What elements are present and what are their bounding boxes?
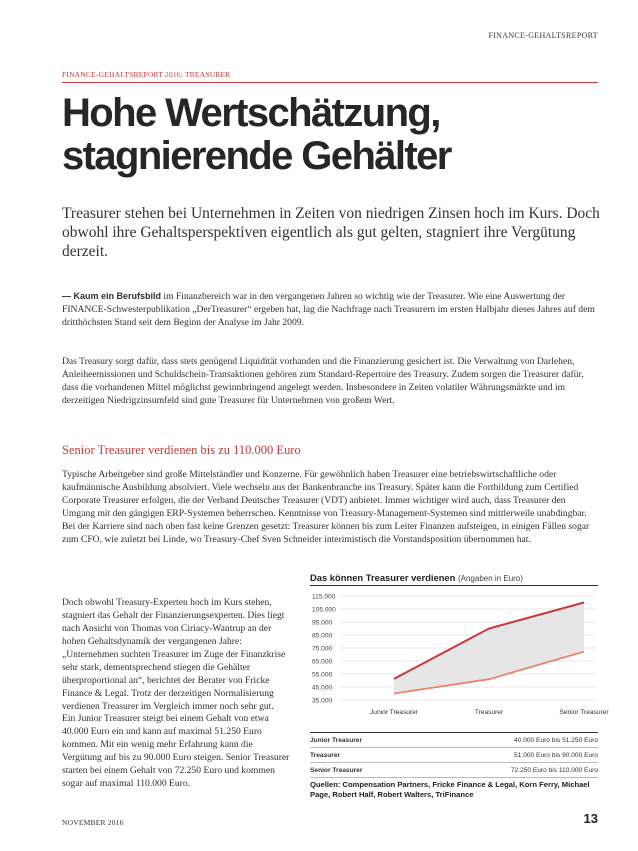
y-tick-label: 45.000	[312, 684, 333, 692]
table-cell-label: Senior Treasurer	[310, 763, 440, 778]
paragraph-3: Typische Arbeitgeber sind große Mittelständler und Konzerne. Für gewöhnlich haben Treasurer eine betriebswirtschaftliche oder kaufmännische Ausbildung absolviert. Viele wechseln aus der Bankenbranche ins Treasury. Später kann die Fortbildung zum Certified Corporate Treasurer erfolgen, die der Verband Deutscher Treasurer (VDT) anbietet. Immer wichtiger wird auch, dass Treasurer den Umgang mit den gängigen ERP-Systemen beherrschen. Kenntnisse von Treasury-Management-Systemen sind mittlerweile unabdingbar. Bei der Karriere sind nach oben fast keine Grenzen gesetzt: Treasurer können bis zum Leiter Finanzen aufsteigen, in einigen Fällen sogar zum CFO, wie zuletzt bei Linde, wo Treasury-Chef Sven Schneider interimistisch die Vorstandsposition übernommen hat.	[62, 469, 590, 545]
table-row	[310, 748, 598, 763]
paragraph-1-lead-in: — Kaum ein Berufsbild	[62, 291, 162, 301]
table-row	[310, 763, 598, 778]
paragraph-2: Das Treasury sorgt dafür, dass stets genügend Liquidität vorhanden und die Finanzierung gesichert ist. Die Verwaltung von Darlehen, Anleiheemissionen und Schuldschein-Transaktionen gehören zum Standard-Repertoire des Treasury. Zudem sorgen die Treasurer dafür, dass die vorhandenen Mittel möglichst gewinnbringend angelegt werden. Insbesondere in Zeiten volatiler Währungsmärkte und im derzeitigen Niedrigzinsumfeld sind gute Treasurer für Unternehmen von großem Wert.	[62, 356, 584, 406]
table-row	[310, 733, 598, 748]
y-tick-label: 35.000	[312, 697, 333, 705]
paragraph-4: Doch obwohl Treasury-Experten hoch im Kurs stehen, stagniert das Gehalt der Finanzierungsexperten. Dies liegt nach Ansicht von Thomas von Ciriacy-Wantrup an der hohen Gehaltsdynamik der vergangenen Jahre: „Unternehmen suchten Treasurer im Zuge der Finanzkrise sehr stark, dementsprechend stiegen die Gehälter überproportional an“, berichtet der Berater von Fricke Finance & Legal. Trotz der derzeitigen Normalisierung verdienen Treasurer im Vergleich immer noch sehr gut.	[62, 597, 286, 712]
headline-line-1: Hohe Wertschätzung,	[62, 91, 440, 135]
headline-line-2: stagnierende Gehälter	[62, 134, 451, 178]
chart-title-note: (Angaben in Euro)	[457, 574, 523, 583]
x-tick-label: Junior Treasurer	[369, 709, 419, 716]
y-tick-label: 55.000	[312, 671, 333, 679]
page-number: 13	[583, 811, 598, 826]
x-tick-label: Treasurer	[474, 709, 504, 716]
y-tick-label: 115.000	[312, 593, 336, 601]
y-tick-label: 105.000	[312, 606, 336, 614]
kicker-rule	[62, 82, 598, 83]
paragraph-5: Ein Junior Treasurer steigt bei einem Gehalt von etwa 40.000 Euro ein und kann auf maximal 51.250 Euro kommen. Mit ein wenig mehr Erfahrung kann die Vergütung auf bis zu 90.000 Euro steigen. Senior Treasurer starten bei einem Gehalt von 72.250 Euro und kommen sogar auf maximal 110.000 Euro.	[62, 713, 290, 789]
header-label: FINANCE-GEHALTSREPORT	[488, 31, 598, 40]
chart-x-ticks	[370, 709, 609, 716]
paragraph-1-text: im Finanzbereich war in den vergangenen Jahren so wichtig wie der Treasurer. Wie eine Auswertung der FINANCE-Schwesterpublikation „DerTreasurer“ ergeben hat, lag die Nachfrage nach Treasurern im ersten Halbjahr dieses Jahres auf dem dritthöchsten Stand seit dem Beginn der Analyse im Jahr 2009.	[62, 291, 595, 328]
table-cell-value: 51.000 Euro bis 90.000 Euro	[440, 748, 598, 763]
headline	[62, 92, 582, 178]
y-tick-label: 65.000	[312, 658, 333, 666]
paragraph-1	[62, 290, 600, 329]
table-cell-label: Junior Treasurer	[310, 733, 440, 748]
salary-chart	[310, 588, 609, 722]
y-tick-label: 75.000	[312, 645, 333, 653]
lead-paragraph: Treasurer stehen bei Unternehmen in Zeiten von niedrigen Zinsen hoch im Kurs. Doch obwohl ihre Gehaltsperspektiven eigentlich als gut gelten, stagniert ihre Vergütung derzeit.	[62, 205, 600, 260]
table-cell-value: 72.250 Euro bis 110.000 Euro	[440, 763, 598, 778]
chart-y-ticks	[312, 594, 336, 705]
salary-table	[310, 732, 598, 778]
chart-rule	[310, 585, 598, 586]
y-tick-label: 95.000	[312, 619, 333, 627]
chart-title	[310, 572, 523, 583]
chart-title-text: Das können Treasurer verdienen	[310, 572, 456, 583]
footer-date: NOVEMBER 2016	[62, 818, 124, 827]
kicker: FINANCE-GEHALTSREPORT 2016: TREASURER	[62, 70, 231, 79]
y-tick-label: 85.000	[312, 632, 333, 640]
table-cell-label: Treasurer	[310, 748, 440, 763]
x-tick-label: Senior Treasurer	[559, 709, 609, 716]
section-heading: Senior Treasurer verdienen bis zu 110.000 Euro	[62, 443, 301, 457]
sources-note: Quellen: Compensation Partners, Fricke Finance & Legal, Korn Ferry, Michael Page, Robert Half, Robert Walters, TriFinance	[310, 780, 590, 799]
table-cell-value: 40.000 Euro bis 51.250 Euro	[440, 733, 598, 748]
